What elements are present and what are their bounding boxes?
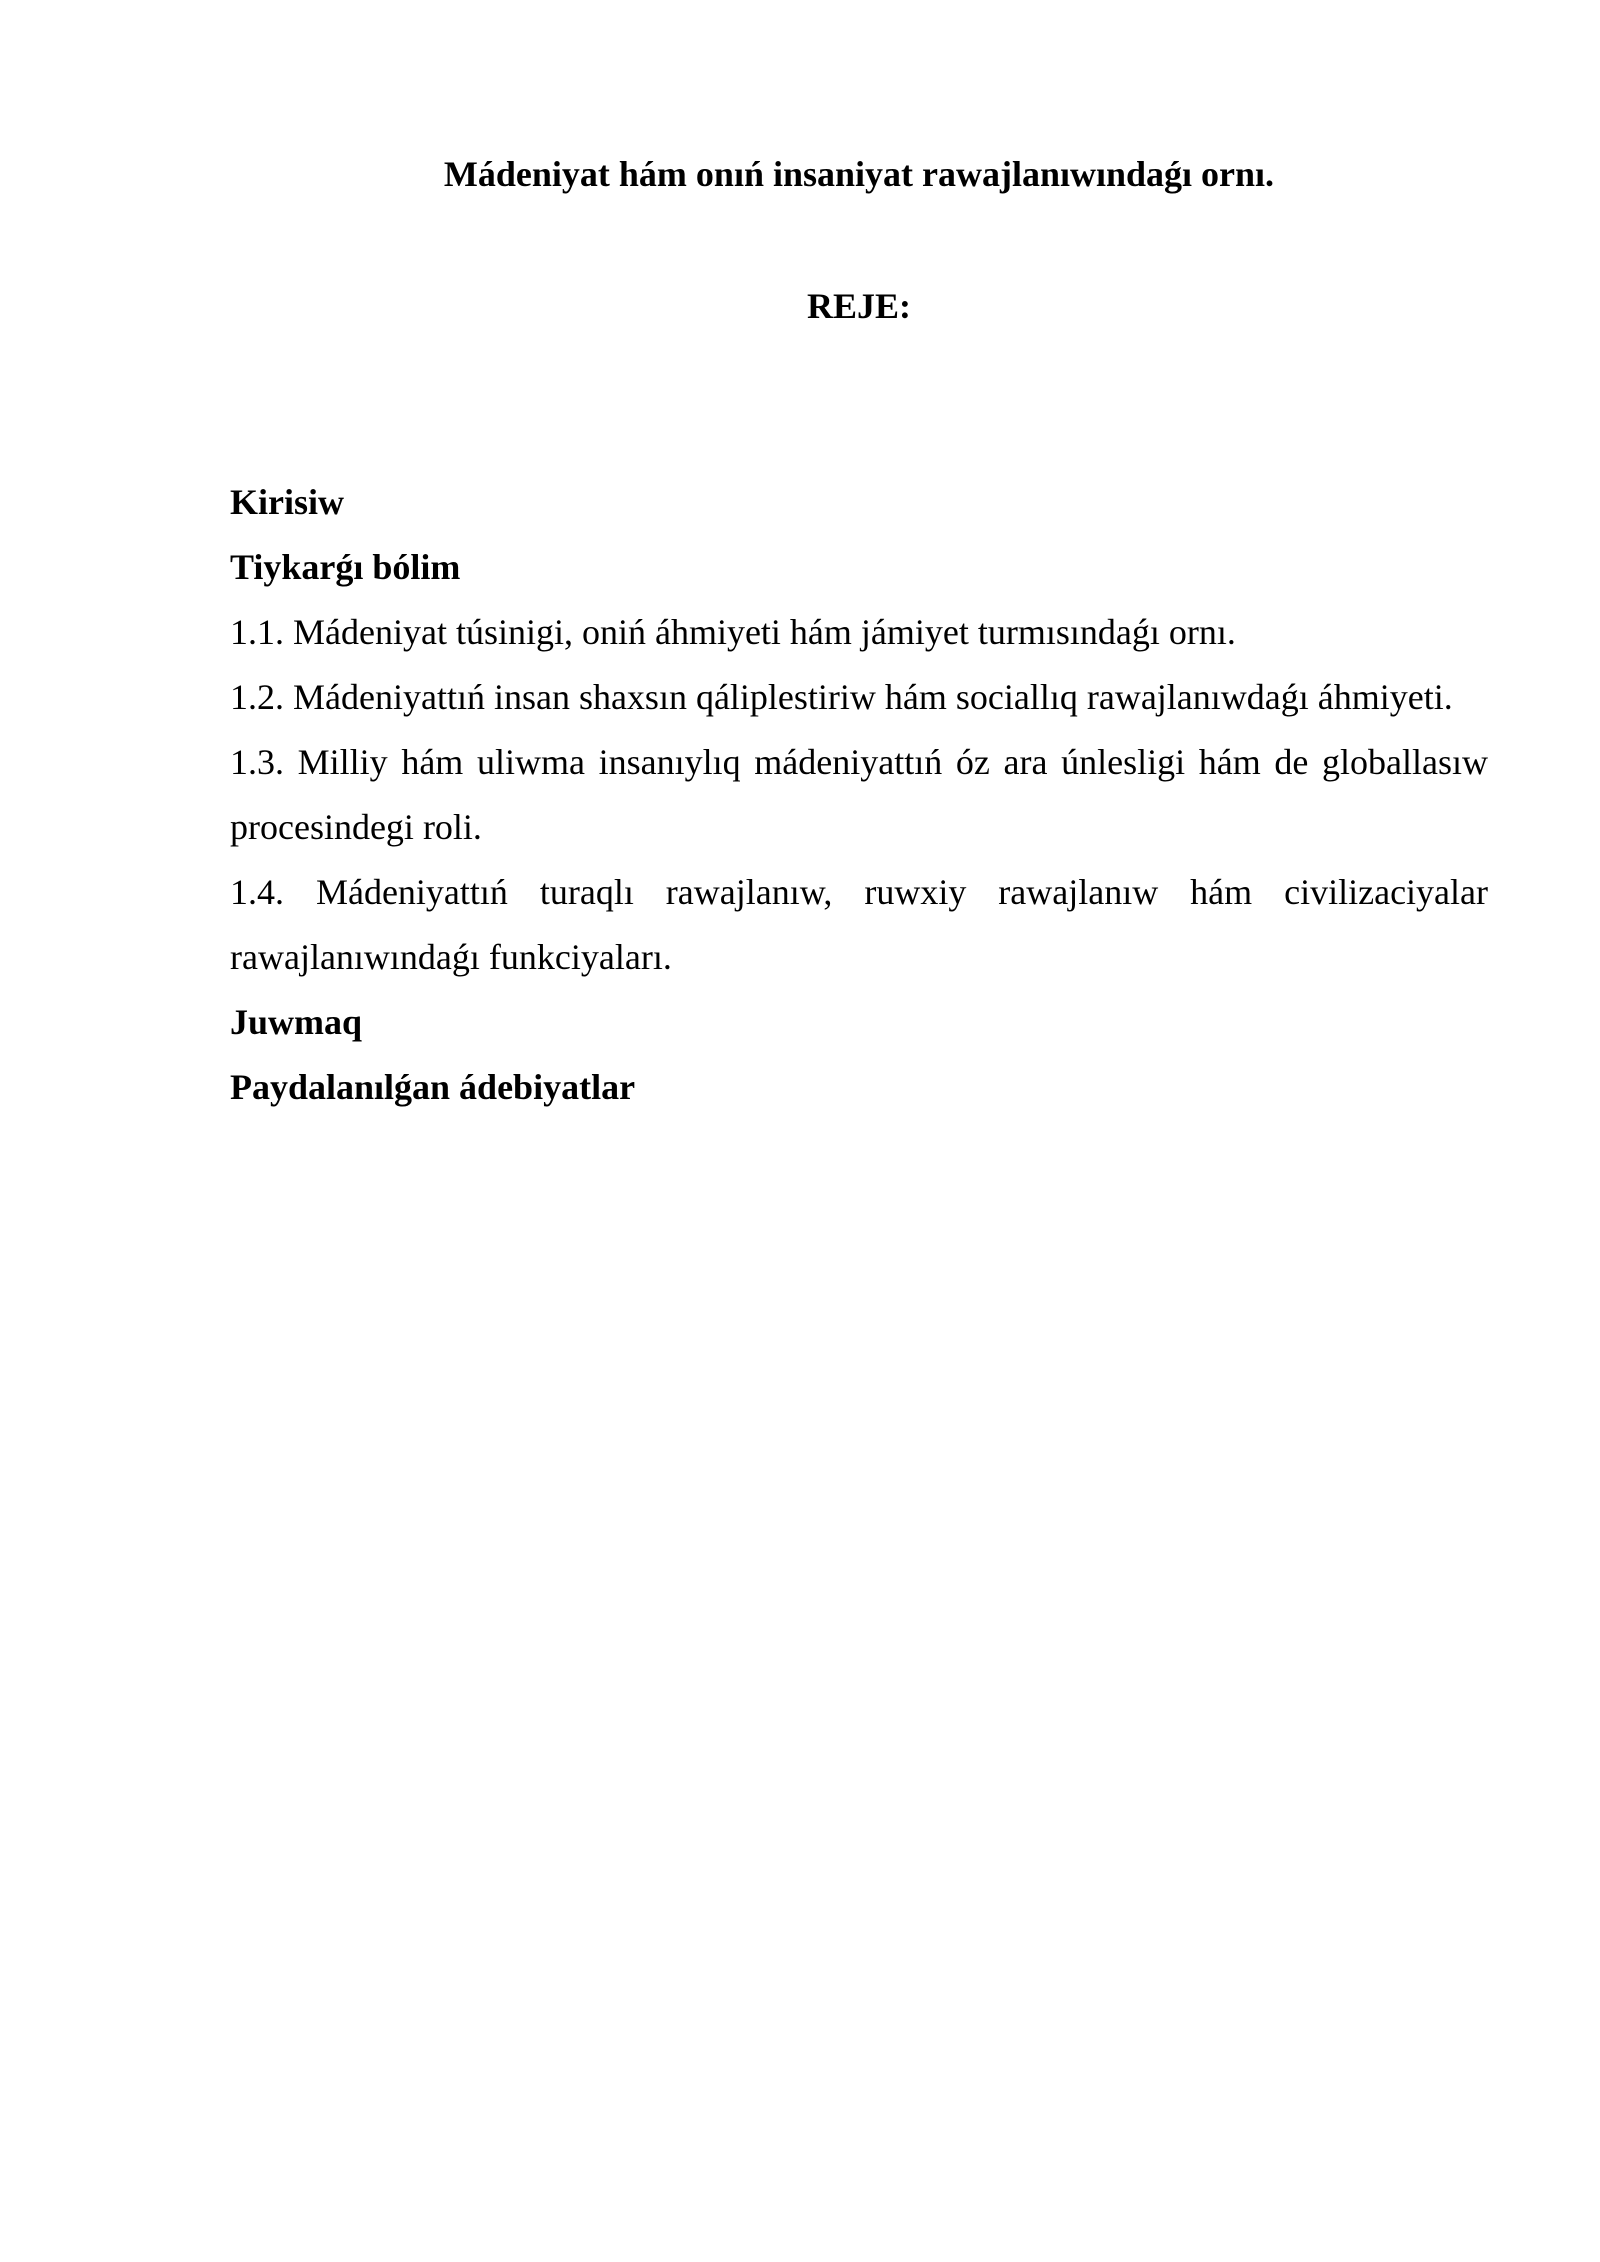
plan-item-main-part: Tiykarǵı bólim	[230, 547, 461, 587]
plan-item-intro: Kirisiw	[230, 482, 344, 522]
plan-item-1-2: 1.2. Mádeniyattıń insan shaxsın qáliplestiriw hám sociallıq rawajlanıwdaǵı áhmiyeti.	[230, 677, 1453, 717]
document-title: Mádeniyat hám onıń insaniyat rawajlanıwındaǵı ornı.	[443, 154, 1275, 194]
plan-item-references: Paydalanılǵan ádebiyatlar	[230, 1067, 636, 1107]
plan-item-conclusion: Juwmaq	[230, 1002, 363, 1042]
plan-item-1-3: 1.3. Milliy hám uliwma insanıylıq mádeniyattıń óz ara únlesligi hám de globallasıw procesindegi roli.	[230, 742, 1488, 847]
plan-heading: REJE:	[806, 286, 911, 326]
plan-item-1-1: 1.1. Mádeniyat túsinigi, oniń áhmiyeti hám jámiyet turmısındaǵı ornı.	[230, 612, 1236, 652]
plan-list	[230, 470, 1488, 1120]
plan-item-1-4: 1.4. Mádeniyattıń turaqlı rawajlanıw, ruwxiy rawajlanıw hám civilizaciyalar rawajlanıwındaǵı funkciyaları.	[230, 872, 1488, 977]
